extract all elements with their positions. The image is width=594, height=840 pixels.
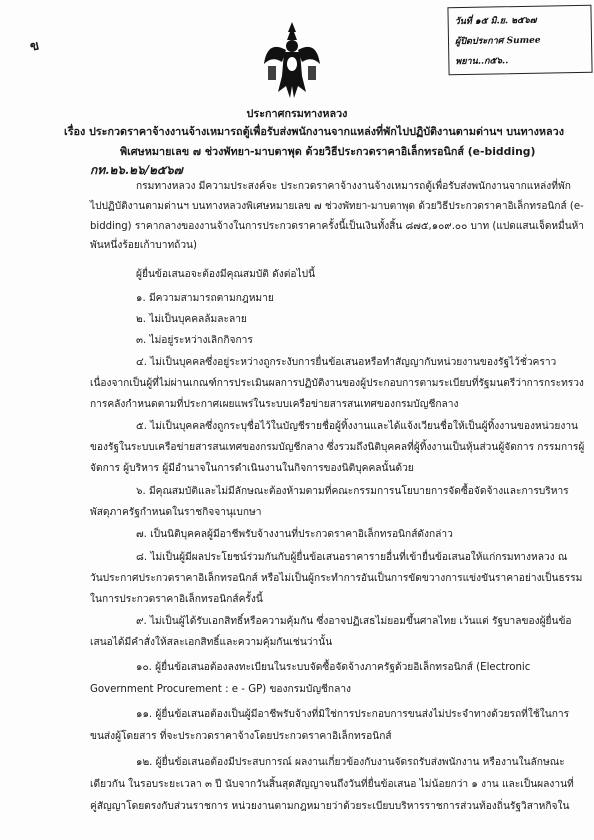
qualification-item-cont: เสนอได้มีคำสั่งให้สละเอกสิทธิ์และความคุ้มกันเช่นว่านั้น <box>90 637 333 648</box>
qualification-item-cont: จัดการ ผู้บริหาร ผู้มีอำนาจในการดำเนินงานในกิจการของนิติบุคคลนั้นด้วย <box>90 463 414 474</box>
qualification-item-cont: การคลังกำหนดตามที่ประกาศเผยแพร่ในระบบเครือข่ายสารสนเทศของกรมบัญชีกลาง <box>90 399 459 410</box>
paragraph-line: bidding) ราคากลางของงานจ้างในการประกวดราคาครั้งนี้เป็นเงินทั้งสิ้น ๘๗๕,๑๐๙.๐๐ บาท (แปดแสนเจ็ดหมื่นห้า <box>90 221 584 232</box>
qualification-item-cont: วันประกาศประกวดราคาอิเล็กทรอนิกส์ หรือไม่เป็นผู้กระทำการอันเป็นการขัดขวางการแข่งขันราคาอย่างเป็นธรรม <box>90 573 583 584</box>
qualification-item: ๑๐. ผู้ยื่นข้อเสนอต้องลงทะเบียนในระบบจัดซื้อจัดจ้างภาครัฐด้วยอิเล็กทรอนิกส์ (Electronic <box>136 662 531 673</box>
qualification-item-cont: ขนส่งผู้โดยสาร ที่จะประกวดราคาจ้างโดยประกวดราคาอิเล็กทรอนิกส์ <box>90 731 392 742</box>
paragraph-line: ไปปฏิบัติงานตามด่านฯ บนทางหลวงพิเศษหมายเลข ๗ ช่วงพัทยา-มาบตาพุด ด้วยวิธีประกวดราคาอิเล็กทรอนิกส์ (e- <box>90 201 584 212</box>
qualification-item: ๑. มีความสามารถตามกฎหมาย <box>136 293 274 304</box>
qualification-item-cont: ของรัฐในระบบเครือข่ายสารสนเทศของกรมบัญชีกลาง ซึ่งรวมถึงนิติบุคคลที่ผู้ทิ้งงานเป็นหุ้นส่วนผู้จัดการ กรรมการผู้ <box>90 442 585 453</box>
qualification-item: ๗. เป็นนิติบุคคลผู้มีอาชีพรับจ้างงานที่ประกวดราคาอิเล็กทรอนิกส์ดังกล่าว <box>136 529 453 540</box>
qualification-item: ๘. ไม่เป็นผู้มีผลประโยชน์ร่วมกันกับผู้ยื่นข้อเสนอราคารายอื่นที่เข้ายื่นข้อเสนอให้แก่กรมทางหลวง ณ <box>136 552 568 563</box>
subject-line-1: เรื่อง ประกวดราคาจ้างงานจ้างเหมารถตู้เพื่อรับส่งพนักงานจากแหล่งที่พักไปปฏิบัติงานตามด่านฯ บนทางหลวง <box>64 125 564 138</box>
qualification-item: ๔. ไม่เป็นบุคคลซึ่งอยู่ระหว่างถูกระงับการยื่นข้อเสนอหรือทำสัญญากับหน่วยงานของรัฐไว้ชั่วคราว <box>136 357 557 368</box>
qualification-item-cont: Government Procurement : e - GP) ของกรมบัญชีกลาง <box>90 684 352 695</box>
qualification-item-cont: ในการประกวดราคาอิเล็กทรอนิกส์ครั้งนี้ <box>90 594 263 605</box>
qualification-item: ๑๑. ผู้ยื่นข้อเสนอต้องเป็นผู้มีอาชีพรับจ้างที่มิใช่การประกอบการขนส่งไม่ประจำทางด้วยรถที่ใช้ในการ <box>136 709 570 720</box>
stamp-witness: พยาน..ก๕๖.. <box>455 56 509 68</box>
qualification-item: ๒. ไม่เป็นบุคคลล้มละลาย <box>136 314 247 325</box>
announcement-title: ประกาศกรมทางหลวง <box>246 107 348 120</box>
paragraph-line: กรมทางหลวง มีความประสงค์จะ ประกวดราคาจ้างงานจ้างเหมารถตู้เพื่อรับส่งพนักงานจากแหล่งที่พัก <box>136 181 571 192</box>
garuda-emblem-icon <box>262 20 322 100</box>
qualification-item: ๑๒. ผู้ยื่นข้อเสนอต้องมีประสบการณ์ ผลงานเกี่ยวข้องกับงานจัดรถรับส่งพนักงาน หรืองานในลักษณะ <box>136 757 565 768</box>
stamp-date: วันที่ ๑๕ มิ.ย. ๒๕๖๗ <box>454 15 537 28</box>
qualification-item: ๙. ไม่เป็นผู้ได้รับเอกสิทธิ์หรือความคุ้มกัน ซึ่งอาจปฏิเสธไม่ยอมขึ้นศาลไทย เว้นแต่ รัฐบาลของผู้ยื่นข้อ <box>136 616 572 627</box>
received-stamp <box>447 5 592 76</box>
qualification-item-cont: เนื่องจากเป็นผู้ที่ไม่ผ่านเกณฑ์การประเมินผลการปฏิบัติงานของผู้ประกอบการตามระเบียบที่รัฐมนตรีว่าการกระทรวง <box>90 378 584 389</box>
qualification-item-cont: เดียวกัน ในรอบระยะเวลา ๓ ปี นับจากวันสิ้นสุดสัญญาจนถึงวันที่ยื่นข้อเสนอ ไม่น้อยกว่า ๑ งาน และเป็นผลงานที่ <box>90 779 574 790</box>
qualification-heading: ผู้ยื่นข้อเสนอจะต้องมีคุณสมบัติ ดังต่อไปนี้ <box>136 269 316 280</box>
qualification-item-cont: พัสดุภาครัฐกำหนดในราชกิจจานุเบกษา <box>90 507 262 518</box>
qualification-item: ๖. มีคุณสมบัติและไม่มีลักษณะต้องห้ามตามที่คณะกรรมการนโยบายการจัดซื้อจัดจ้างและการบริหาร <box>136 486 569 497</box>
subject-line-2: พิเศษหมายเลข ๗ ช่วงพัทยา-มาบตาพุด ด้วยวิธีประกวดราคาอิเล็กทรอนิกส์ (e-bidding) <box>120 145 536 158</box>
qualification-item: ๓. ไม่อยู่ระหว่างเลิกกิจการ <box>136 335 253 346</box>
stamp-poster: ผู้ปิดประกาศ Sumee <box>454 35 541 48</box>
corner-mark: ข <box>28 38 41 55</box>
qualification-item: ๕. ไม่เป็นบุคคลซึ่งถูกระบุชื่อไว้ในบัญชีรายชื่อผู้ทิ้งงานและได้แจ้งเวียนชื่อให้เป็นผู้ทิ้งงานของหน่วยงาน <box>136 421 579 432</box>
document-number: กท.๒๖.๒๖/๒๕๖๗ <box>90 163 183 177</box>
paragraph-line: พันหนึ่งร้อยเก้าบาทถ้วน) <box>90 240 197 251</box>
qualification-item-cont: คู่สัญญาโดยตรงกับส่วนราชการ หน่วยงานตามกฎหมายว่าด้วยระเบียบบริหารราชการส่วนท้องถิ่นรัฐวิสาหกิจใน <box>90 801 570 812</box>
